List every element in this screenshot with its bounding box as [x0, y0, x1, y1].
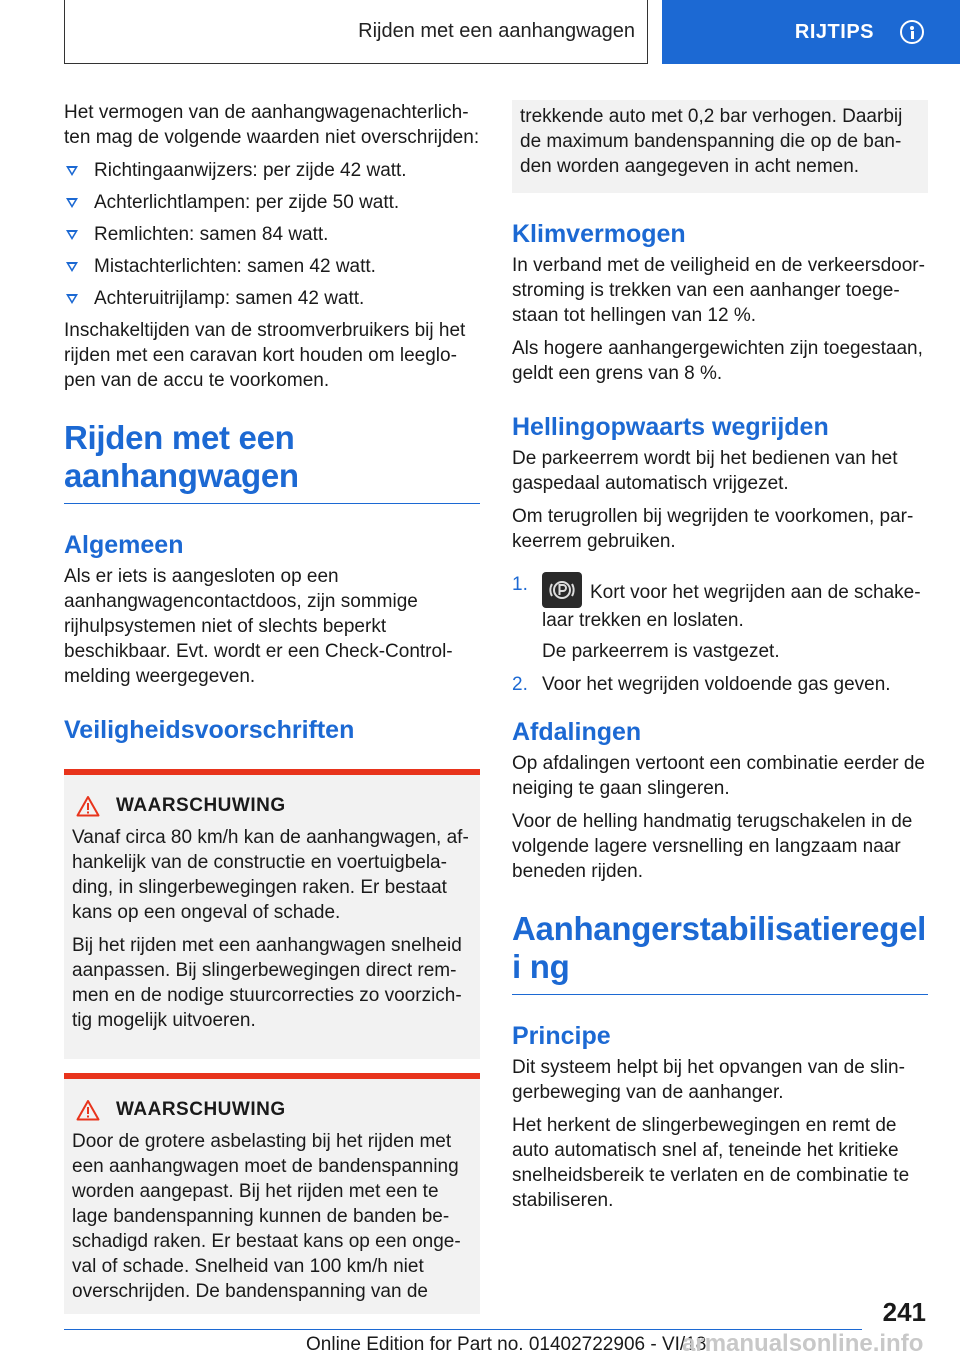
- warning-1-paragraph-2: Bij het rijden met een aanhangwagen snelheid aanpassen. Bij slingerbewegingen direct remmen en de nodige stuurcorrecties zo voorzichtig mogelijk uitvoeren.: [72, 935, 462, 1031]
- afdal-paragraph-2: Voor de helling handmatig terugschakelen in de volgende lagere versnelling en langzaam naar beneden rijden.: [512, 811, 913, 882]
- triangle-bullet-icon: [66, 230, 78, 240]
- list-item: Mistachterlichten: samen 42 watt.: [64, 254, 480, 279]
- list-item: Richtingaanwijzers: per zijde 42 watt.: [64, 158, 480, 183]
- section-title-afdalingen: Afdalingen: [512, 718, 642, 746]
- klim-paragraph-1: In verband met de veiligheid en de verkeersdoorstroming is trekken van een aanhanger toegestaan tot hellingen van 12 %.: [512, 255, 925, 326]
- list-item: Remlichten: samen 84 watt.: [64, 222, 480, 247]
- list-item: [512, 672, 928, 697]
- footer-edition-text: Online Edition for Part no. 01402722906 - VI/18: [306, 1334, 707, 1355]
- steps-list: [512, 572, 928, 697]
- step-number: 2.: [512, 674, 528, 695]
- list-item: Achteruitrijlamp: samen 42 watt.: [64, 286, 480, 311]
- triangle-bullet-icon: [66, 166, 78, 176]
- continuation-paragraph: trekkende auto met 0,2 bar verhogen. Daarbij de maximum bandenspanning die op de banden worden aangegeven in acht nemen.: [520, 106, 903, 177]
- section-title-veiligheid: Veiligheidsvoorschriften: [64, 716, 355, 744]
- left-column: [64, 100, 480, 1314]
- section-title-principe: Principe: [512, 1022, 611, 1050]
- footer-watermark: armanualsonline.info: [682, 1330, 924, 1357]
- section-title-hellingopwaarts: Hellingopwaarts wegrijden: [512, 413, 829, 441]
- intro-paragraph-1: Het vermogen van de aanhangwagenachterlichten mag de volgende waarden niet overschrijden:: [64, 102, 480, 148]
- step-text: Voor het wegrijden voldoende gas geven.: [542, 674, 891, 695]
- warning-triangle-icon: [76, 795, 100, 817]
- warning-title: WAARSCHUWING: [76, 795, 472, 817]
- triangle-bullet-icon: [66, 294, 78, 304]
- list-item: [512, 572, 928, 664]
- warning-box-1: [64, 769, 480, 1059]
- right-column: [512, 100, 928, 1221]
- header-section-title: Rijden met een aanhangwagen: [358, 20, 635, 42]
- helling-paragraph-1: De parkeerrem wordt bij het bedienen van het gaspedaal automatisch vrijgezet.: [512, 448, 898, 494]
- step-number: 1.: [512, 574, 528, 595]
- page-number: 241: [882, 1297, 926, 1327]
- warning-continuation-box: [512, 100, 928, 193]
- warning-2-paragraph-1: Door de grotere asbelasting bij het rijden met een aanhangwagen moet de bandenspanning worden aangepast. Bij het rijden met een te lage bandenspanning kunnen de banden beschadigd raken. Er bestaat kans op een ongeval of schade. Snelheid van 100 km/h niet overschrijden. De bandenspanning van de: [72, 1131, 461, 1302]
- parking-brake-icon: [542, 572, 582, 608]
- warning-title: WAARSCHUWING: [76, 1099, 472, 1121]
- algemeen-paragraph: Als er iets is aangesloten op een aanhangwagencontactdoos, zijn sommige rijhulpsystemen niet of slechts beperkt beschikbaar. Evt. wordt er een Check-Control-melding weergegeven.: [64, 566, 453, 687]
- step-text: Kort voor het wegrijden aan de schakelaar trekken en loslaten.: [542, 582, 921, 631]
- warning-box-2: [64, 1073, 480, 1314]
- chapter-title-aanhangerstabilisatie: Aanhangerstabilisatieregeli ng: [512, 910, 928, 995]
- header-tab[interactable]: [662, 0, 960, 64]
- list-item: Achterlichtlampen: per zijde 50 watt.: [64, 190, 480, 215]
- info-icon[interactable]: [900, 20, 924, 44]
- principe-paragraph-1: Dit systeem helpt bij het opvangen van de slingerbeweging van de aanhanger.: [512, 1057, 905, 1103]
- principe-paragraph-2: Het herkent de slingerbewegingen en remt de auto automatisch snel af, teneinde het kritieke snelheidsbereik te verlaten en de combinatie te stabiliseren.: [512, 1115, 910, 1211]
- header-tab-label: RIJTIPS: [794, 20, 874, 43]
- triangle-bullet-icon: [66, 198, 78, 208]
- triangle-bullet-icon: [66, 262, 78, 272]
- afdal-paragraph-1: Op afdalingen vertoont een combinatie eerder de neiging te gaan slingeren.: [512, 753, 925, 799]
- warning-1-paragraph-1: Vanaf circa 80 km/h kan de aanhangwagen, afhankelijk van de constructie en voertuigbelading, in slingerbewegingen raken. Er bestaat kans op een ongeval of schade.: [72, 827, 469, 923]
- helling-paragraph-2: Om terugrollen bij wegrijden te voorkomen, parkeerrem gebruiken.: [512, 506, 914, 552]
- chapter-title: Rijden met een aanhangwagen: [64, 419, 480, 504]
- section-title-klimvermogen: Klimvermogen: [512, 220, 686, 248]
- warning-triangle-icon: [76, 1099, 100, 1121]
- section-title-algemeen: Algemeen: [64, 531, 184, 559]
- header-section-title-box: [64, 0, 648, 64]
- step-result: De parkeerrem is vastgezet.: [542, 641, 780, 662]
- klim-paragraph-2: Als hogere aanhangergewichten zijn toegestaan, geldt een grens van 8 %.: [512, 338, 923, 384]
- intro-paragraph-2: Inschakeltijden van de stroomverbruikers bij het rijden met een caravan kort houden om leeglopen van de accu te voorkomen.: [64, 320, 466, 391]
- wattage-list: [64, 158, 480, 311]
